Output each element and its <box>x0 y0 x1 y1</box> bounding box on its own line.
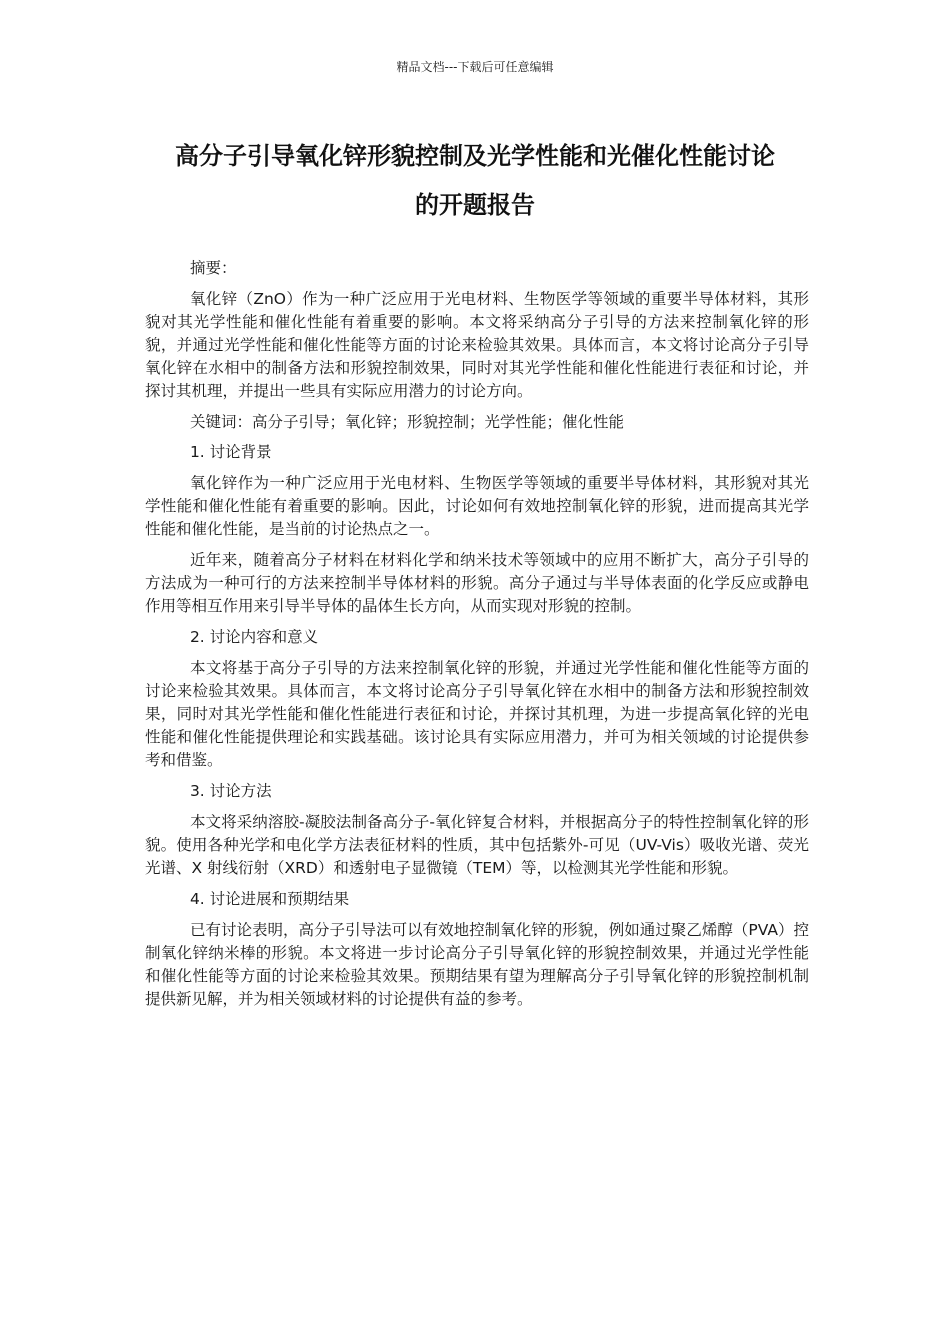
section-heading-content: 2. 讨论内容和意义 <box>189 628 319 646</box>
progress-paragraph: 已有讨论表明，高分子引导法可以有效地控制氧化锌的形貌，例如通过聚乙烯醇（PVA）控制氧化锌纳米棒的形貌。本文将进一步讨论高分子引导氧化锌的形貌控制效果，并通过光学性能和催化性能等方面的讨论来检验其效果。预期结果有望为理解高分子引导氧化锌的形貌控制机制提供新见解，并为相关领域材料的讨论提供有益的参考。 <box>145 921 809 1008</box>
methods-paragraph: 本文将采纳溶胶-凝胶法制备高分子-氧化锌复合材料，并根据高分子的特性控制氧化锌的形貌。使用各种光学和电化学方法表征材料的性质，其中包括紫外-可见（UV-Vis）吸收光谱、荧光光谱、X 射线衍射（XRD）和透射电子显微镜（TEM）等，以检测其光学性能和形貌。 <box>145 813 809 877</box>
document-body <box>145 257 809 1019</box>
header-note: 精品文档---下载后可任意编辑 <box>396 60 554 74</box>
abstract-paragraph: 氧化锌（ZnO）作为一种广泛应用于光电材料、生物医学等领域的重要半导体材料，其形貌对其光学性能和催化性能有着重要的影响。本文将采纳高分子引导的方法来控制氧化锌的形貌，并通过光学性能和催化性能等方面的讨论来检验其效果。具体而言，本文将讨论高分子引导氧化锌在水相中的制备方法和形貌控制效果，同时对其光学性能和催化性能进行表征和讨论，并探讨其机理，并提出一些具有实际应用潜力的讨论方向。 <box>145 290 809 400</box>
section-heading-progress: 4. 讨论进展和预期结果 <box>189 890 350 908</box>
title-line-2: 的开题报告 <box>415 191 535 219</box>
document-title <box>145 132 805 230</box>
abstract-label: 摘要： <box>189 259 237 277</box>
content-paragraph: 本文将基于高分子引导的方法来控制氧化锌的形貌，并通过光学性能和催化性能等方面的讨论来检验其效果。具体而言，本文将讨论高分子引导氧化锌在水相中的制备方法和形貌控制效果，同时对其光学性能和催化性能进行表征和讨论，并探讨其机理，为进一步提高氧化锌的光电性能和催化性能提供理论和实践基础。该讨论具有实际应用潜力，并可为相关领域的讨论提供参考和借鉴。 <box>145 659 809 769</box>
keywords: 关键词：高分子引导；氧化锌；形貌控制；光学性能；催化性能 <box>189 413 624 431</box>
title-line-1: 高分子引导氧化锌形貌控制及光学性能和光催化性能讨论 <box>175 142 775 170</box>
background-paragraph-2: 近年来，随着高分子材料在材料化学和纳米技术等领域中的应用不断扩大，高分子引导的方法成为一种可行的方法来控制半导体材料的形貌。高分子通过与半导体表面的化学反应或静电作用等相互作用来引导半导体的晶体生长方向，从而实现对形貌的控制。 <box>145 551 809 615</box>
section-heading-methods: 3. 讨论方法 <box>189 782 272 800</box>
background-paragraph-1: 氧化锌作为一种广泛应用于光电材料、生物医学等领域的重要半导体材料，其形貌对其光学性能和催化性能有着重要的影响。因此，讨论如何有效地控制氧化锌的形貌，进而提高其光学性能和催化性能，是当前的讨论热点之一。 <box>145 474 809 538</box>
section-heading-background: 1. 讨论背景 <box>189 443 272 461</box>
